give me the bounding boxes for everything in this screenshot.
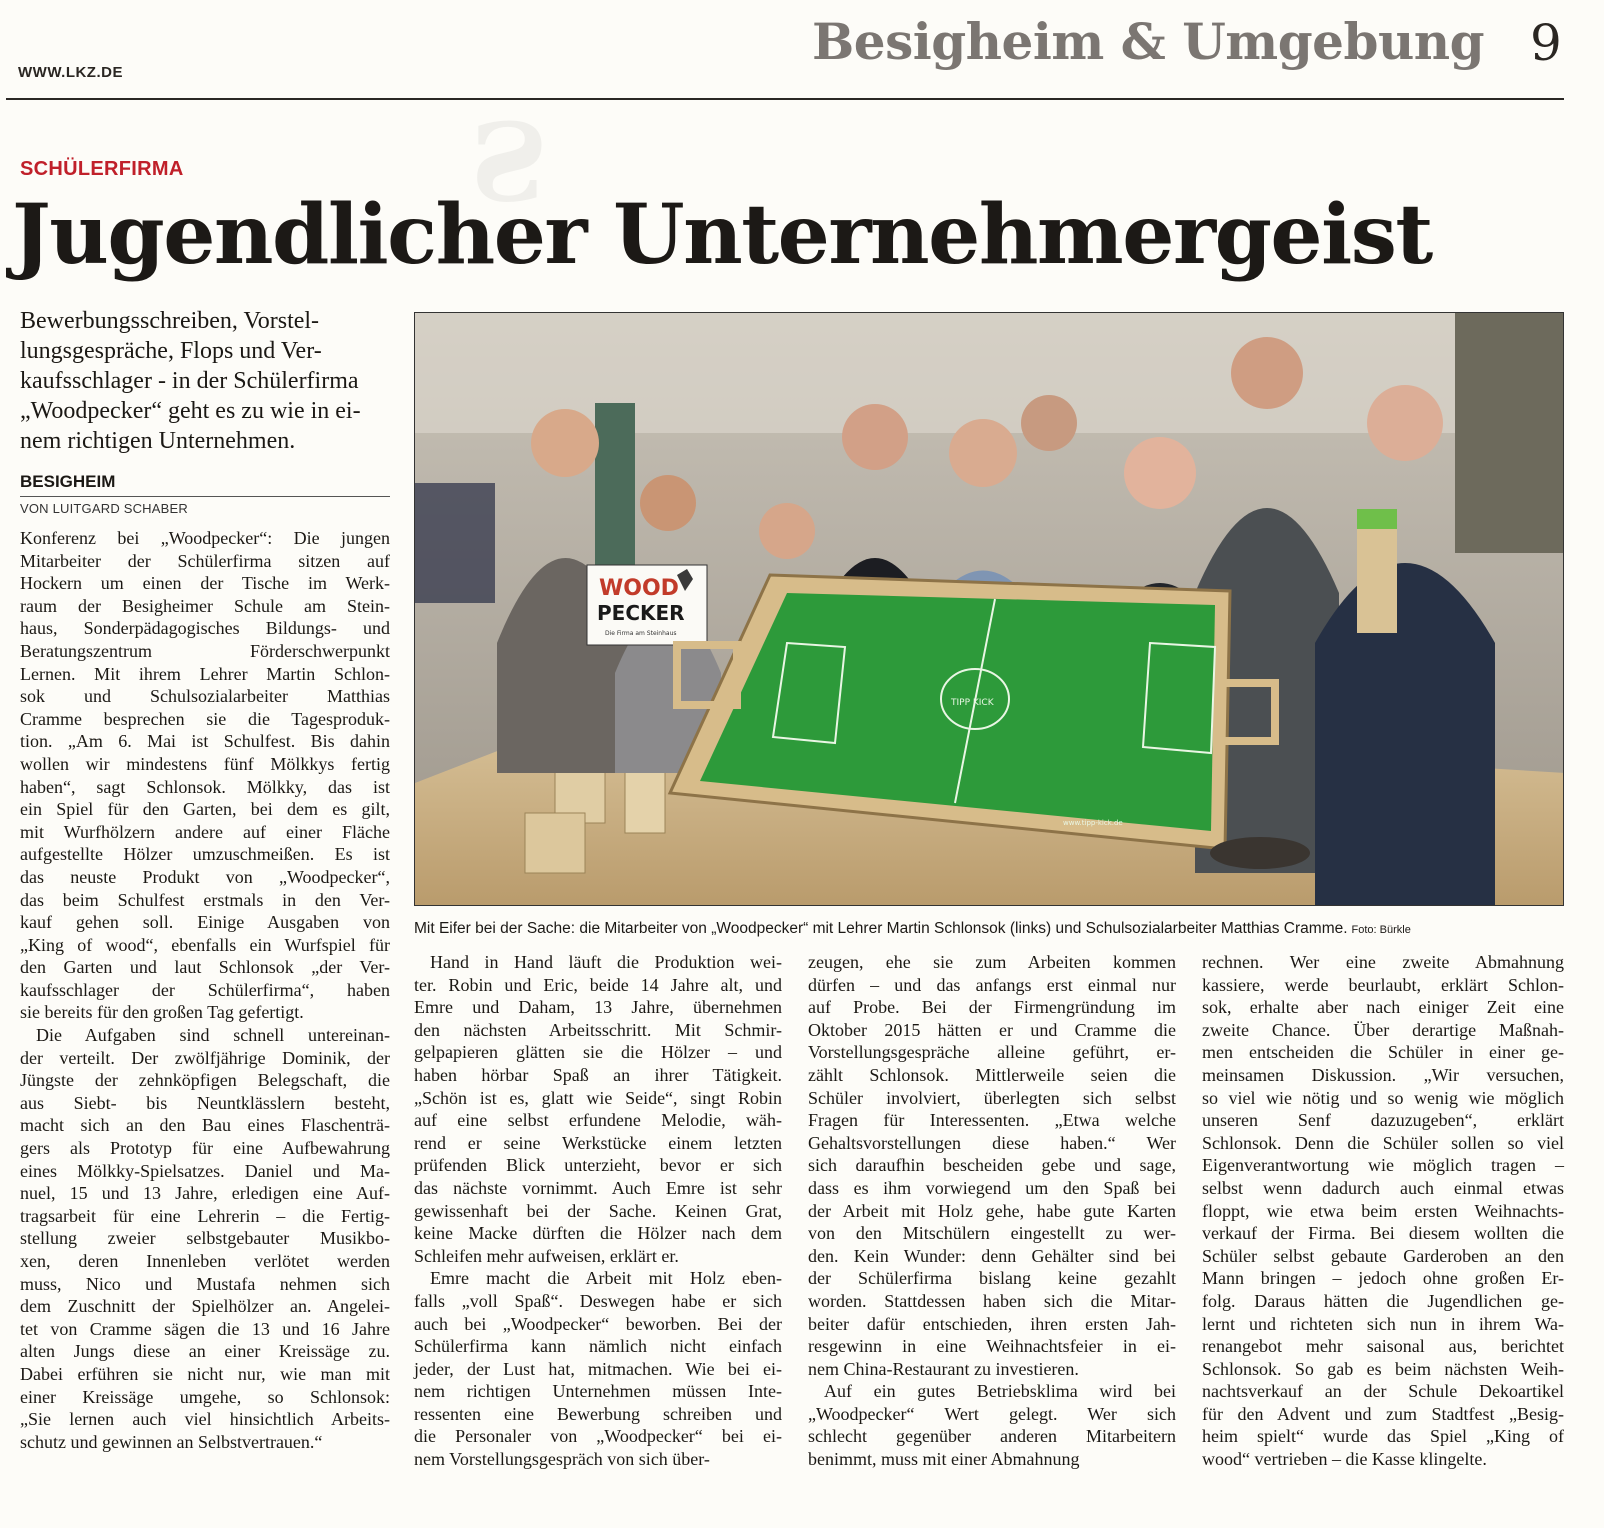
- body-line: unseren Senf dazuzugeben“, erklärt: [1202, 1110, 1564, 1131]
- body-line: von den Mitschülern eingestellt zu wer-: [808, 1223, 1176, 1244]
- body-line: Hockern um einen der Tische im Werk-: [20, 573, 390, 594]
- body-column-4: [1202, 951, 1564, 1471]
- body-line: einer Kreissäge umgehe, so Schlonsok:: [20, 1386, 390, 1407]
- body-line: Schleifen mehr aufweisen, erklärt er.: [414, 1245, 679, 1266]
- dateline-rule: [20, 496, 390, 497]
- body-line: zählt Schlonsok. Mittlerweile seien die: [808, 1064, 1176, 1085]
- body-line: den. Kein Wunder: denn Gehälter sind bei: [808, 1245, 1176, 1266]
- body-line: für den Advent und zum Stadtfest „Besig-: [1202, 1403, 1564, 1424]
- body-line: raum der Besigheimer Schule am Stein-: [20, 595, 390, 616]
- body-line: schutz und gewinnen an Selbstvertrauen.“: [20, 1431, 323, 1452]
- body-line: jeder, der Lust hat, mitmachen. Wie bei ei-: [414, 1358, 782, 1379]
- body-line: Gehaltsvorstellungen diese haben.“ Wer: [808, 1132, 1176, 1153]
- sign-small-text: Die Firma am Steinhaus: [605, 630, 677, 637]
- teaser-line: lungsgespräche, Flops und Ver-: [20, 338, 322, 364]
- body-line: das nächste vornimmt. Auch Emre ist sehr: [414, 1177, 782, 1198]
- page-number: 9: [1530, 14, 1562, 72]
- body-line: sok und Schulsozialarbeiter Matthias: [20, 686, 390, 707]
- sign-text-pecker: PECKER: [597, 601, 685, 625]
- body-line: der verteilt. Der zwölfjährige Dominik, der: [20, 1047, 390, 1068]
- body-line: nem richtigen Unternehmen müssen Inte-: [414, 1381, 782, 1402]
- body-line: tragsarbeit für eine Lehrerin – die Fertig-: [20, 1205, 390, 1226]
- body-line: der Arbeit mit Holz gehe, habe gute Karten: [808, 1200, 1176, 1221]
- body-line: haus, Sonderpädagogisches Bildungs- und: [20, 618, 390, 639]
- body-line: die Personaler von „Woodpecker“ bei ei-: [414, 1426, 782, 1447]
- body-line: gelpapieren glätten sie die Hölzer – und: [414, 1042, 782, 1063]
- body-line: Mann bringen – jedoch ohne großen Er-: [1202, 1268, 1564, 1289]
- body-column-3: [808, 951, 1176, 1471]
- body-line: rend er seine Werkstücke einem letzten: [414, 1132, 782, 1153]
- body-line: floppt, wie etwa beim ersten Weihnachts-: [1202, 1200, 1564, 1221]
- body-line: wood“ vertrieben – die Kasse klingelte.: [1202, 1449, 1487, 1470]
- body-line: Eigenverantwortung wie möglich tragen –: [1202, 1155, 1564, 1176]
- site-url: WWW.LKZ.DE: [18, 64, 123, 81]
- kicker: SCHÜLERFIRMA: [20, 158, 184, 180]
- body-line: nem China-Restaurant zu investieren.: [808, 1358, 1079, 1379]
- body-line: Schlonsok. Denn die Schüler sollen so viel: [1202, 1132, 1564, 1153]
- body-line: Lernen. Mit ihrem Lehrer Martin Schlon-: [20, 663, 390, 684]
- body-line: der Schülerfirma bislang keine gezahlt: [808, 1268, 1176, 1289]
- body-line: benimmt, muss mit einer Abmahnung: [808, 1449, 1080, 1470]
- body-line: renangebot mehr saisonal aus, berichtet: [1202, 1336, 1564, 1357]
- teaser-line: Bewerbungsschreiben, Vorstel-: [20, 308, 320, 334]
- body-line: Schüler involviert, überlegten sich selbst: [808, 1087, 1176, 1108]
- body-line: heim spielt“ wurde das Spiel „King of: [1202, 1426, 1564, 1447]
- body-line: beiter dafür entschieden, ihren ersten Jah-: [808, 1313, 1176, 1334]
- body-line: nachtsverkauf an der Schule Dekoartikel: [1202, 1381, 1564, 1402]
- body-line: Mitarbeiter der Schülerfirma sitzen auf: [20, 550, 390, 571]
- body-line: zweite Chance. Über derartige Maßnah-: [1202, 1019, 1564, 1040]
- body-line: haben hörbar Spaß an ihrer Tätigkeit.: [414, 1064, 782, 1085]
- body-line: Dabei erführen sie nicht nur, wie man mit: [20, 1363, 390, 1384]
- body-line: Konferenz bei „Woodpecker“: Die jungen: [20, 528, 390, 548]
- body-line: Schülerfirma kann nämlich nicht einfach: [414, 1336, 782, 1357]
- body-line: zeugen, ehe sie zum Arbeiten kommen: [808, 952, 1176, 972]
- body-line: sich daraufhin bescheiden gebe und sage,: [808, 1155, 1176, 1176]
- body-line: falls „voll Spaß“. Deswegen habe er sich: [414, 1290, 782, 1311]
- caption-text: Mit Eifer bei der Sache: die Mitarbeiter von „Woodpecker“ mit Lehrer Martin Schlonsok (links) und Schulsozialarbeiter Matthias Cramme.: [414, 920, 1348, 937]
- teaser: [20, 306, 408, 456]
- body-line: tion. „Am 6. Mai ist Schulfest. Bis dahin: [20, 731, 390, 752]
- body-line: Cramme besprechen sie die Tagesproduk-: [20, 708, 390, 729]
- board-label: TIPP KICK: [951, 698, 994, 708]
- body-line: Vorstellungsgespräche alleine geführt, er-: [808, 1042, 1176, 1063]
- body-line: kauf gehen soll. Einige Ausgaben von: [20, 912, 390, 933]
- body-line: muss, Nico und Mustafa nehmen sich: [20, 1273, 390, 1294]
- photo-illustration: [415, 313, 1564, 906]
- body-line: xen, deren Innenleben verlötet werden: [20, 1251, 390, 1271]
- body-line: auf Probe. Bei der Firmengründung im: [808, 997, 1176, 1018]
- body-line: den nächsten Arbeitsschritt. Mit Schmir-: [414, 1019, 782, 1040]
- headline: Jugendlicher Unternehmergeist: [12, 187, 1432, 283]
- body-column-2: [414, 951, 782, 1471]
- body-line: dem Zuschnitt der Spielhölzer an. Angelei-: [20, 1296, 390, 1317]
- body-line: sie bereits für den großen Tag gefertigt.: [20, 1002, 304, 1023]
- body-line: meinsamen Diskussion. „Wir versuchen,: [1202, 1064, 1564, 1085]
- body-line: auch bei „Woodpecker“ beworben. Bei der: [414, 1313, 782, 1334]
- body-line: Die Aufgaben sind schnell untereinan-: [36, 1025, 390, 1046]
- body-line: rechnen. Wer eine zweite Abmahnung: [1202, 952, 1564, 972]
- body-line: prüfenden Blick unterzieht, bevor er sich: [414, 1155, 782, 1176]
- body-line: „King of wood“, ebenfalls ein Wurfspiel für: [20, 934, 390, 955]
- body-line: haben“, sagt Schlonsok. Mölkky, das ist: [20, 776, 390, 797]
- teaser-line: „Woodpecker“ geht es zu wie in ei-: [20, 398, 361, 424]
- body-line: kassiere, werde beurlaubt, erklärt Schlon-: [1202, 974, 1564, 995]
- body-line: dürfen – und das anfangs erst einmal nur: [808, 974, 1176, 995]
- body-line: dass es ihm vorwiegend um den Spaß bei: [808, 1177, 1176, 1198]
- body-line: gewissenhaft bei der Sache. Keinen Grat,: [414, 1200, 782, 1221]
- board-url: www.tipp-kick.de: [1063, 819, 1123, 827]
- body-line: lernt und richteten sich nun in ihrem Wa-: [1202, 1313, 1564, 1334]
- body-line: den Garten und laut Schlonsok „der Ver-: [20, 957, 390, 978]
- body-line: kaufsschlager der Schülerfirma“, haben: [20, 979, 390, 1000]
- body-line: tet von Cramme sägen die 13 und 16 Jahre: [20, 1318, 390, 1339]
- body-line: worden. Stattdessen haben sich die Mitar-: [808, 1290, 1176, 1311]
- body-line: schlecht gegenüber anderen Mitarbeitern: [808, 1426, 1176, 1447]
- body-line: stellung zweier selbstgebauter Musikbo-: [20, 1228, 390, 1249]
- body-line: Emre und Daham, 13 Jahre, übernehmen: [414, 997, 782, 1018]
- body-line: Schüler selbst gebaute Garderoben an den: [1202, 1245, 1564, 1266]
- body-line: Oktober 2015 hätten er und Cramme die: [808, 1019, 1176, 1040]
- body-line: Hand in Hand läuft die Produktion wei-: [430, 952, 782, 972]
- sign-text-wood: WOOD: [599, 576, 679, 601]
- body-line: eines Mölkky-Spielsatzes. Daniel und Ma-: [20, 1160, 390, 1181]
- body-line: folg. Daraus hätten die Jugendlichen ge-: [1202, 1290, 1564, 1311]
- body-line: keine Macke dürften die Hölzer nach dem: [414, 1223, 782, 1244]
- photo-caption: [414, 920, 1411, 938]
- body-line: ressenten eine Bewerbung schreiben und: [414, 1403, 782, 1424]
- body-line: das neuste Produkt von „Woodpecker“,: [20, 866, 390, 887]
- masthead-rule: [6, 98, 1564, 100]
- body-line: „Schön ist es, glatt wie Seide“, singt Robin: [414, 1087, 782, 1108]
- body-line: nem Vorstellungsgespräch von sich über-: [414, 1449, 710, 1470]
- author-line: VON LUITGARD SCHABER: [20, 501, 188, 516]
- body-line: selbst wenn dadurch auch einmal etwas: [1202, 1177, 1564, 1198]
- body-line: gers als Prototyp für eine Aufbewahrung: [20, 1138, 390, 1159]
- body-line: Auf ein gutes Betriebsklima wird bei: [824, 1381, 1176, 1402]
- section-title: Besigheim & Umgebung: [812, 12, 1485, 71]
- body-line: Emre macht die Arbeit mit Holz eben-: [430, 1268, 782, 1289]
- dateline: BESIGHEIM: [20, 472, 116, 491]
- body-line: macht sich an den Bau eines Flaschenträ-: [20, 1115, 390, 1136]
- teaser-line: nem richtigen Unternehmen.: [20, 428, 296, 454]
- body-line: „Sie lernen auch viel hinsichtlich Arbeits-: [20, 1409, 390, 1430]
- body-line: resgewinn in eine Weihnachtsfeier in ei-: [808, 1336, 1176, 1357]
- body-line: aufgestellte Hölzer umzuschmeißen. Es ist: [20, 844, 390, 865]
- body-line: Schlonsok. So gab es beim nächsten Weih-: [1202, 1358, 1564, 1379]
- body-line: men entscheiden die Schüler in einer ge-: [1202, 1042, 1564, 1063]
- body-line: auf eine selbst erfundene Melodie, wäh-: [414, 1110, 782, 1131]
- body-line: wollen wir mindestens fünf Mölkkys fertig: [20, 753, 390, 774]
- body-line: ein Spiel für den Garten, bei dem es gilt,: [20, 799, 390, 820]
- article-photo: [414, 312, 1564, 906]
- body-line: aus Siebt- bis Neuntklässlern besteht,: [20, 1092, 390, 1113]
- body-line: nuel, 15 und 13 Jahre, erledigen eine Auf-: [20, 1183, 390, 1204]
- body-line: Beratungszentrum Förderschwerpunkt: [20, 640, 390, 661]
- reverse-side-bleed: S: [470, 96, 548, 222]
- body-column-1: [20, 527, 390, 1453]
- photo-credit: Foto: Bürkle: [1351, 924, 1411, 936]
- woodpecker-sign: [587, 565, 707, 645]
- body-line: das beim Schulfest erstmals in den Ver-: [20, 889, 390, 910]
- body-line: „Woodpecker“ Wert gelegt. Wer sich: [808, 1403, 1176, 1424]
- body-line: alten Jungs diese an einer Kreissäge zu.: [20, 1341, 390, 1362]
- body-line: so viel wie nötig und so wenig wie möglich: [1202, 1087, 1564, 1108]
- teaser-line: kaufsschlager - in der Schülerfirma: [20, 368, 359, 394]
- body-line: Fragen für Interessenten. „Etwa welche: [808, 1110, 1176, 1131]
- body-line: sok, erhalte aber nach einiger Zeit eine: [1202, 997, 1564, 1018]
- body-line: ter. Robin und Eric, beide 14 Jahre alt, und: [414, 974, 782, 995]
- body-line: Jüngste der zehnköpfigen Belegschaft, die: [20, 1070, 390, 1091]
- body-line: mit Wurfhölzern andere auf einer Fläche: [20, 821, 390, 842]
- body-line: verkauf der Firma. Bei diesem wollten die: [1202, 1223, 1564, 1244]
